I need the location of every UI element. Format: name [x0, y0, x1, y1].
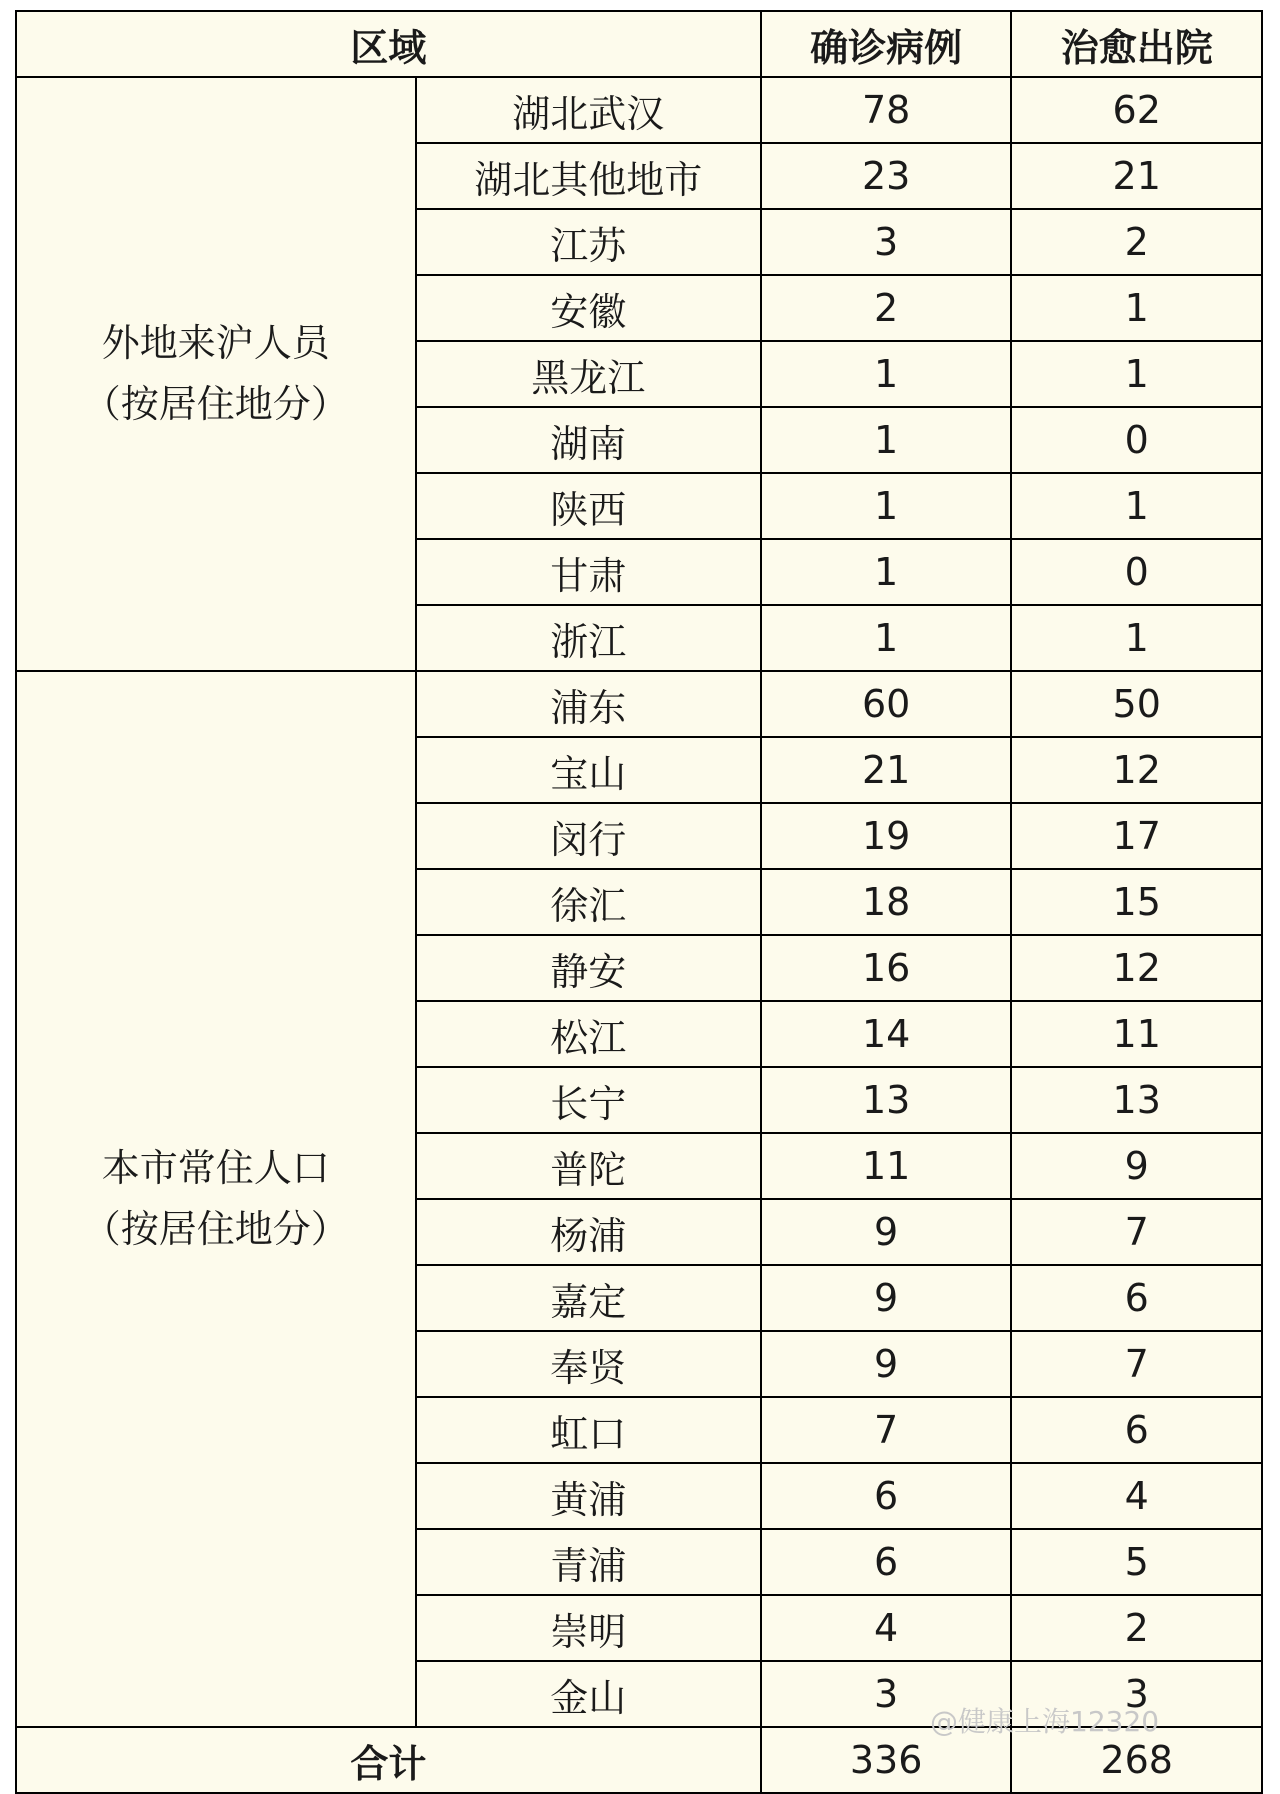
region-cell: 安徽: [416, 275, 761, 341]
confirmed-cell: 7: [761, 1397, 1012, 1463]
region-cell: 徐汇: [416, 869, 761, 935]
region-cell: 江苏: [416, 209, 761, 275]
confirmed-cell: 9: [761, 1331, 1012, 1397]
confirmed-cell: 60: [761, 671, 1012, 737]
header-recovered: 治愈出院: [1011, 11, 1262, 77]
confirmed-cell: 1: [761, 473, 1012, 539]
table-row: [16, 671, 1262, 737]
confirmed-cell: 78: [761, 77, 1012, 143]
recovered-cell: 15: [1011, 869, 1262, 935]
region-cell: 静安: [416, 935, 761, 1001]
recovered-cell: 50: [1011, 671, 1262, 737]
recovered-cell: 0: [1011, 407, 1262, 473]
region-cell: 湖北其他地市: [416, 143, 761, 209]
group-label-title: 外地来沪人员: [101, 321, 330, 366]
region-cell: 青浦: [416, 1529, 761, 1595]
header-region: 区域: [16, 11, 761, 77]
table-body: [16, 77, 1262, 1727]
group-label-note: （按居住地分）: [82, 382, 349, 426]
total-label: 合计: [16, 1727, 761, 1793]
group-label-title: 本市常住人口: [101, 1146, 330, 1191]
region-cell: 长宁: [416, 1067, 761, 1133]
recovered-cell: 1: [1011, 473, 1262, 539]
region-cell: 杨浦: [416, 1199, 761, 1265]
region-cell: 甘肃: [416, 539, 761, 605]
recovered-cell: 21: [1011, 143, 1262, 209]
region-cell: 奉贤: [416, 1331, 761, 1397]
region-cell: 松江: [416, 1001, 761, 1067]
recovered-cell: 4: [1011, 1463, 1262, 1529]
header-confirmed: 确诊病例: [761, 11, 1012, 77]
region-cell: 宝山: [416, 737, 761, 803]
recovered-cell: 1: [1011, 605, 1262, 671]
table-header-row: [16, 11, 1262, 77]
recovered-cell: 0: [1011, 539, 1262, 605]
region-cell: 崇明: [416, 1595, 761, 1661]
confirmed-cell: 11: [761, 1133, 1012, 1199]
confirmed-cell: 2: [761, 275, 1012, 341]
confirmed-cell: 14: [761, 1001, 1012, 1067]
region-cell: 黑龙江: [416, 341, 761, 407]
recovered-cell: 6: [1011, 1397, 1262, 1463]
case-table: [15, 10, 1263, 1794]
group-label-note: （按居住地分）: [82, 1207, 349, 1251]
recovered-cell: 17: [1011, 803, 1262, 869]
recovered-cell: 11: [1011, 1001, 1262, 1067]
confirmed-cell: 13: [761, 1067, 1012, 1133]
confirmed-cell: 1: [761, 539, 1012, 605]
table-row: [16, 77, 1262, 143]
confirmed-cell: 1: [761, 341, 1012, 407]
confirmed-cell: 9: [761, 1199, 1012, 1265]
region-cell: 嘉定: [416, 1265, 761, 1331]
confirmed-cell: 16: [761, 935, 1012, 1001]
confirmed-cell: 23: [761, 143, 1012, 209]
recovered-cell: 6: [1011, 1265, 1262, 1331]
confirmed-cell: 4: [761, 1595, 1012, 1661]
confirmed-cell: 3: [761, 209, 1012, 275]
region-cell: 金山: [416, 1661, 761, 1727]
confirmed-cell: 6: [761, 1463, 1012, 1529]
group-label: [16, 77, 416, 671]
region-cell: 黄浦: [416, 1463, 761, 1529]
confirmed-cell: 18: [761, 869, 1012, 935]
confirmed-cell: 3: [761, 1661, 1012, 1727]
confirmed-cell: 6: [761, 1529, 1012, 1595]
recovered-cell: 5: [1011, 1529, 1262, 1595]
recovered-cell: 2: [1011, 209, 1262, 275]
region-cell: 陕西: [416, 473, 761, 539]
group-label: [16, 671, 416, 1727]
recovered-cell: 3: [1011, 1661, 1262, 1727]
region-cell: 湖南: [416, 407, 761, 473]
region-cell: 浦东: [416, 671, 761, 737]
recovered-cell: 7: [1011, 1331, 1262, 1397]
recovered-cell: 9: [1011, 1133, 1262, 1199]
confirmed-cell: 19: [761, 803, 1012, 869]
confirmed-cell: 9: [761, 1265, 1012, 1331]
confirmed-cell: 21: [761, 737, 1012, 803]
recovered-cell: 1: [1011, 275, 1262, 341]
total-recovered: 268: [1011, 1727, 1262, 1793]
region-cell: 浙江: [416, 605, 761, 671]
region-cell: 普陀: [416, 1133, 761, 1199]
recovered-cell: 12: [1011, 935, 1262, 1001]
watermark: @健康上海12320: [930, 1705, 1160, 1738]
confirmed-cell: 1: [761, 407, 1012, 473]
recovered-cell: 7: [1011, 1199, 1262, 1265]
recovered-cell: 2: [1011, 1595, 1262, 1661]
total-confirmed: 336: [761, 1727, 1012, 1793]
recovered-cell: 1: [1011, 341, 1262, 407]
recovered-cell: 62: [1011, 77, 1262, 143]
total-row: [16, 1727, 1262, 1793]
region-cell: 湖北武汉: [416, 77, 761, 143]
recovered-cell: 13: [1011, 1067, 1262, 1133]
recovered-cell: 12: [1011, 737, 1262, 803]
region-cell: 闵行: [416, 803, 761, 869]
region-cell: 虹口: [416, 1397, 761, 1463]
confirmed-cell: 1: [761, 605, 1012, 671]
